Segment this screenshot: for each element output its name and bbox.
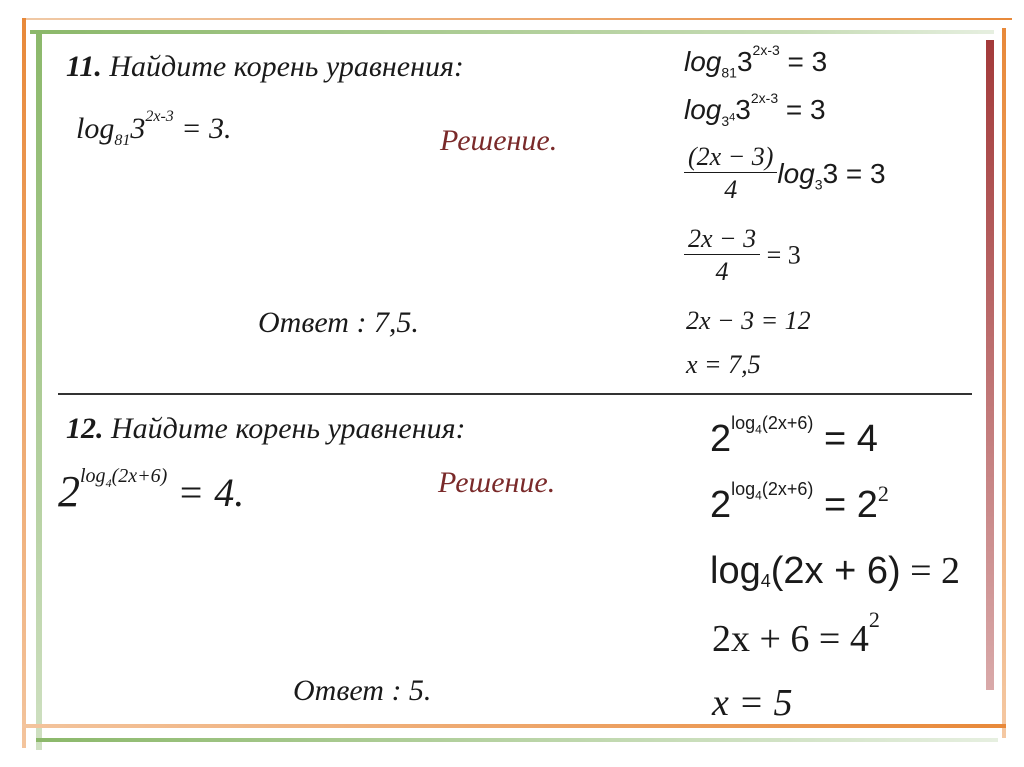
frame-bottom-orange-bar — [22, 724, 1006, 728]
p11-step-2: $\log_{3^4}3^{2x-3} = 3$ — [684, 89, 826, 129]
problem-12-given-equation: $2^{log_4(2x+6)} = 4$. — [58, 464, 245, 516]
section-divider — [58, 393, 972, 395]
frame-bottom-green-bar — [36, 738, 998, 742]
p11-step-4: $\frac{2x - 3}{4}$ = 3 — [684, 226, 801, 285]
problem-11-given-equation: $\log_{81}3^{2x-3} = 3$. — [76, 108, 232, 149]
p12-step-5: x = 5 — [712, 682, 793, 724]
problem-11-number: 11. — [66, 50, 102, 83]
frame-left-green-bar — [36, 30, 42, 750]
p11-step-4-fraction: $\frac{2x - 3}{4}$ — [684, 226, 760, 285]
p11-step-6: x = 7,5 — [686, 350, 761, 379]
problem-12-title: 12. Найдите корень уравнения: — [66, 412, 466, 445]
frame-top-green-bar — [30, 30, 994, 34]
frame-left-orange-bar — [22, 18, 26, 748]
frame-right-orange-bar — [1002, 28, 1006, 738]
problem-12-solution-label: Решение. — [438, 466, 556, 499]
p12-step-2: $2^{log_4(2x+6)} = 2^2$ — [710, 478, 889, 526]
problem-11-title: 11. Найдите корень уравнения: — [66, 50, 464, 83]
p11-step-3-fraction: $\frac{(2x - 3)}{4}$ — [684, 144, 777, 203]
problem-12-answer: Ответ : 5. — [293, 674, 432, 707]
frame-right-red-bar — [986, 40, 994, 690]
problem-11-answer: Ответ : 7,5. — [258, 306, 419, 339]
p11-step-3: $\frac{(2x - 3)}{4}$ $\log_33 = 3$ — [684, 144, 886, 203]
p11-step-1: $\log_{81}3^{2x-3} = 3$ — [684, 41, 828, 81]
p12-step-3: $\log_4(2x + 6) = 2$ — [710, 550, 961, 592]
problem-11-solution-label: Решение. — [440, 124, 558, 157]
p12-step-1: $2^{log_4(2x+6)} = 4$ — [710, 412, 878, 460]
p11-step-5: 2x − 3 = 12 — [686, 306, 811, 335]
problem-12-number: 12. — [66, 412, 104, 445]
p12-step-4: $2x + 6 = 4^2$ — [712, 607, 880, 660]
frame-top-orange-bar — [22, 18, 1012, 20]
